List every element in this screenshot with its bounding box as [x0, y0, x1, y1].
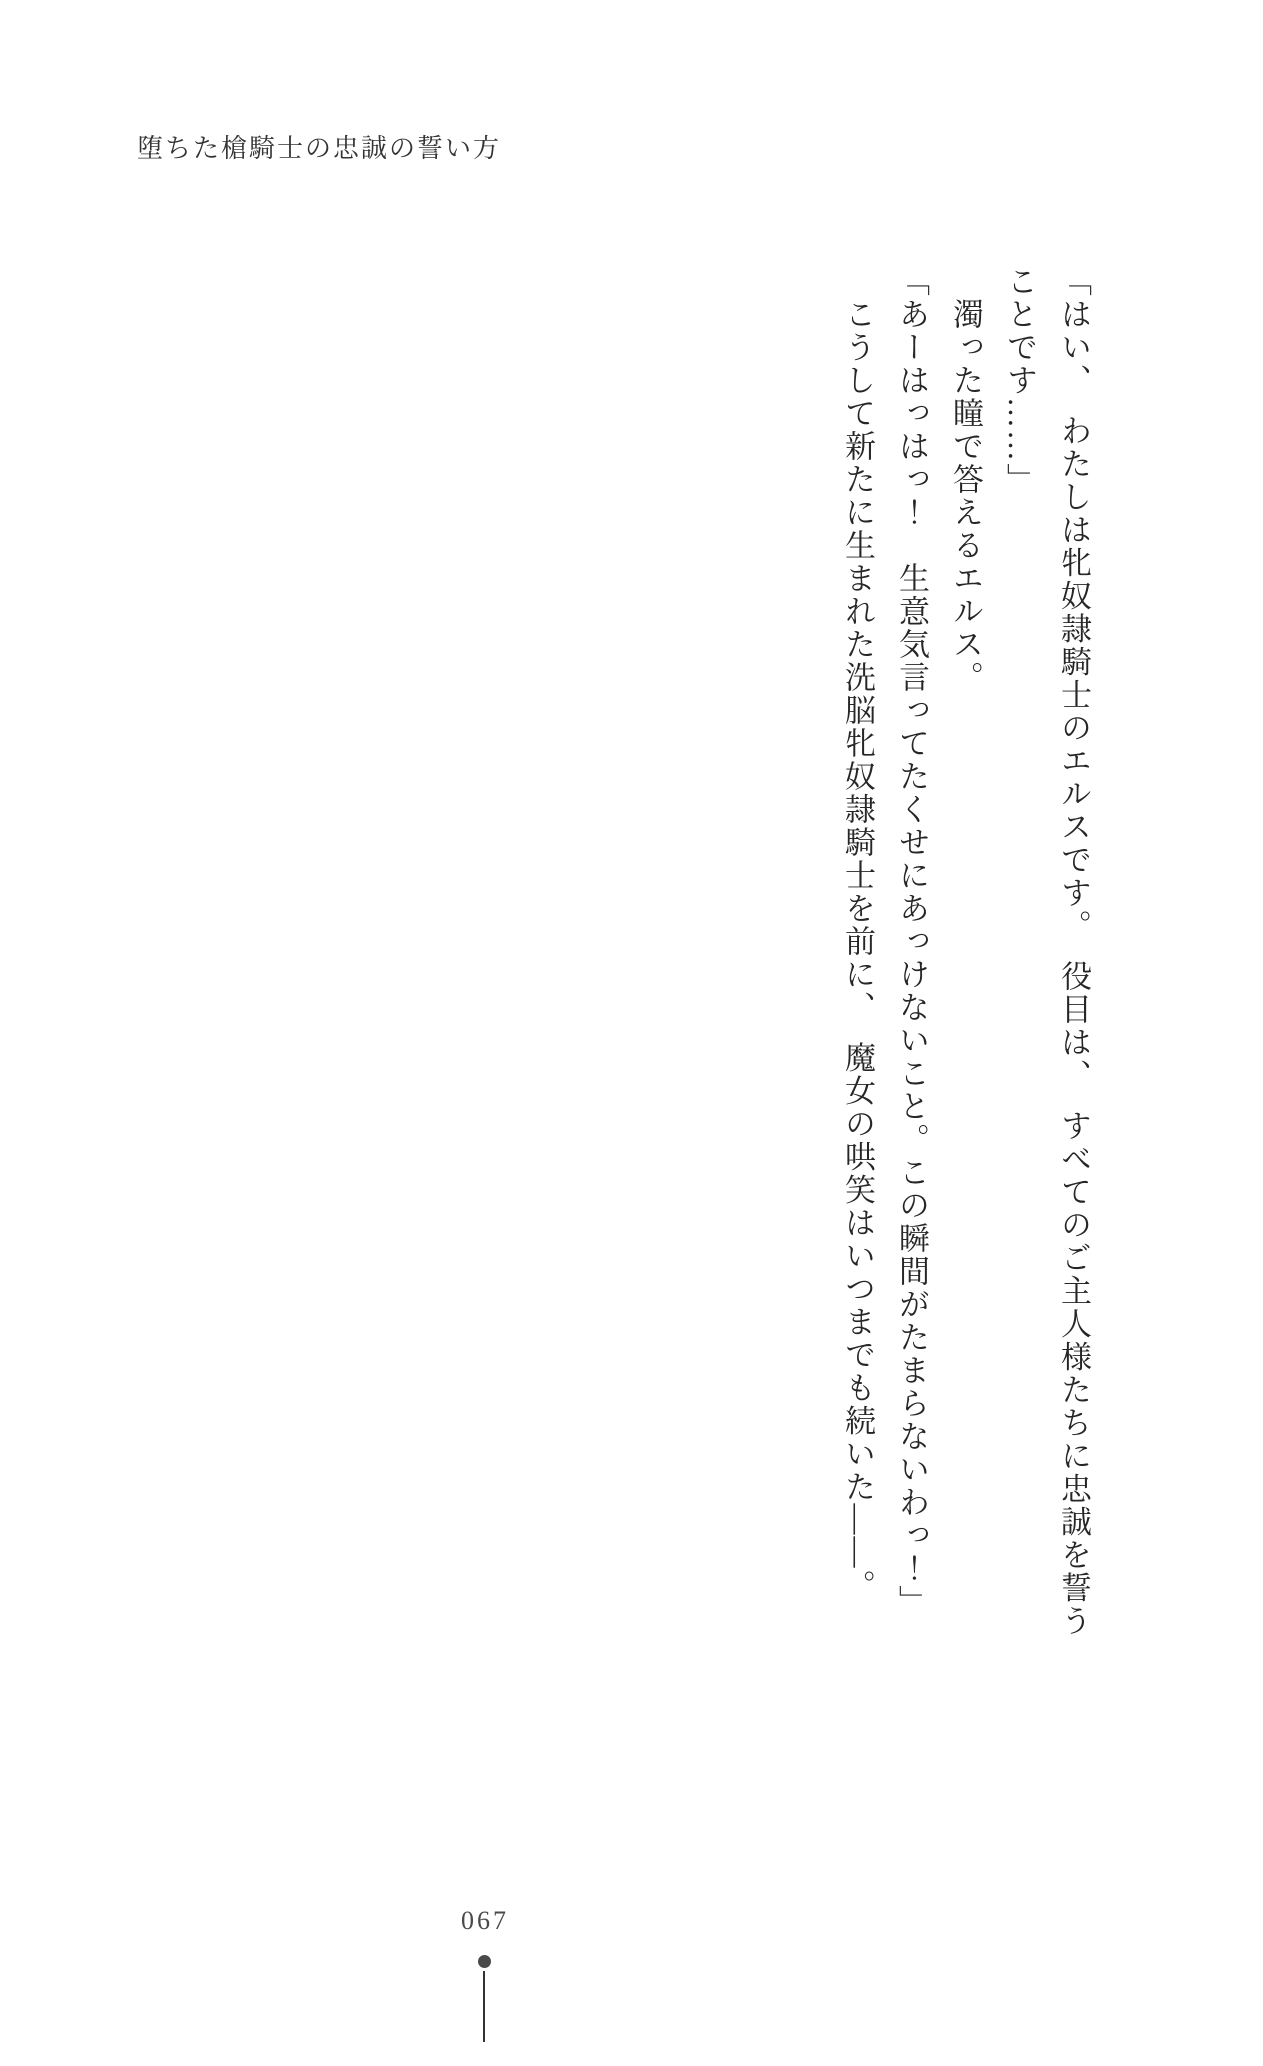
footer-dot-marker — [478, 1955, 491, 1968]
text-column-5: こうして新たに生まれた洗脳牝奴隷騎士を前に、 魔女の哄笑はいつまでも続いた――。 — [840, 265, 875, 1603]
text-column-3: 濁った瞳で答えるエルス。 — [948, 265, 983, 694]
text-column-4: 「あーはっはっ！ 生意気言ってたくせにあっけないこと。この瞬間がたまらないわっ！」 — [894, 265, 929, 1618]
text-column-1: 「はい、 わたしは牝奴隷騎士のエルスです。 役目は、 すべてのご主人様たちに忠誠を誓う — [1056, 265, 1091, 1638]
main-text-block — [830, 265, 1100, 1725]
text-column-2: ことです……」 — [1002, 265, 1037, 496]
footer-vertical-rule — [483, 1971, 485, 2042]
running-header-title: 堕ちた槍騎士の忠誠の誓い方 — [137, 134, 502, 163]
page-number: 067 — [461, 1906, 509, 1935]
